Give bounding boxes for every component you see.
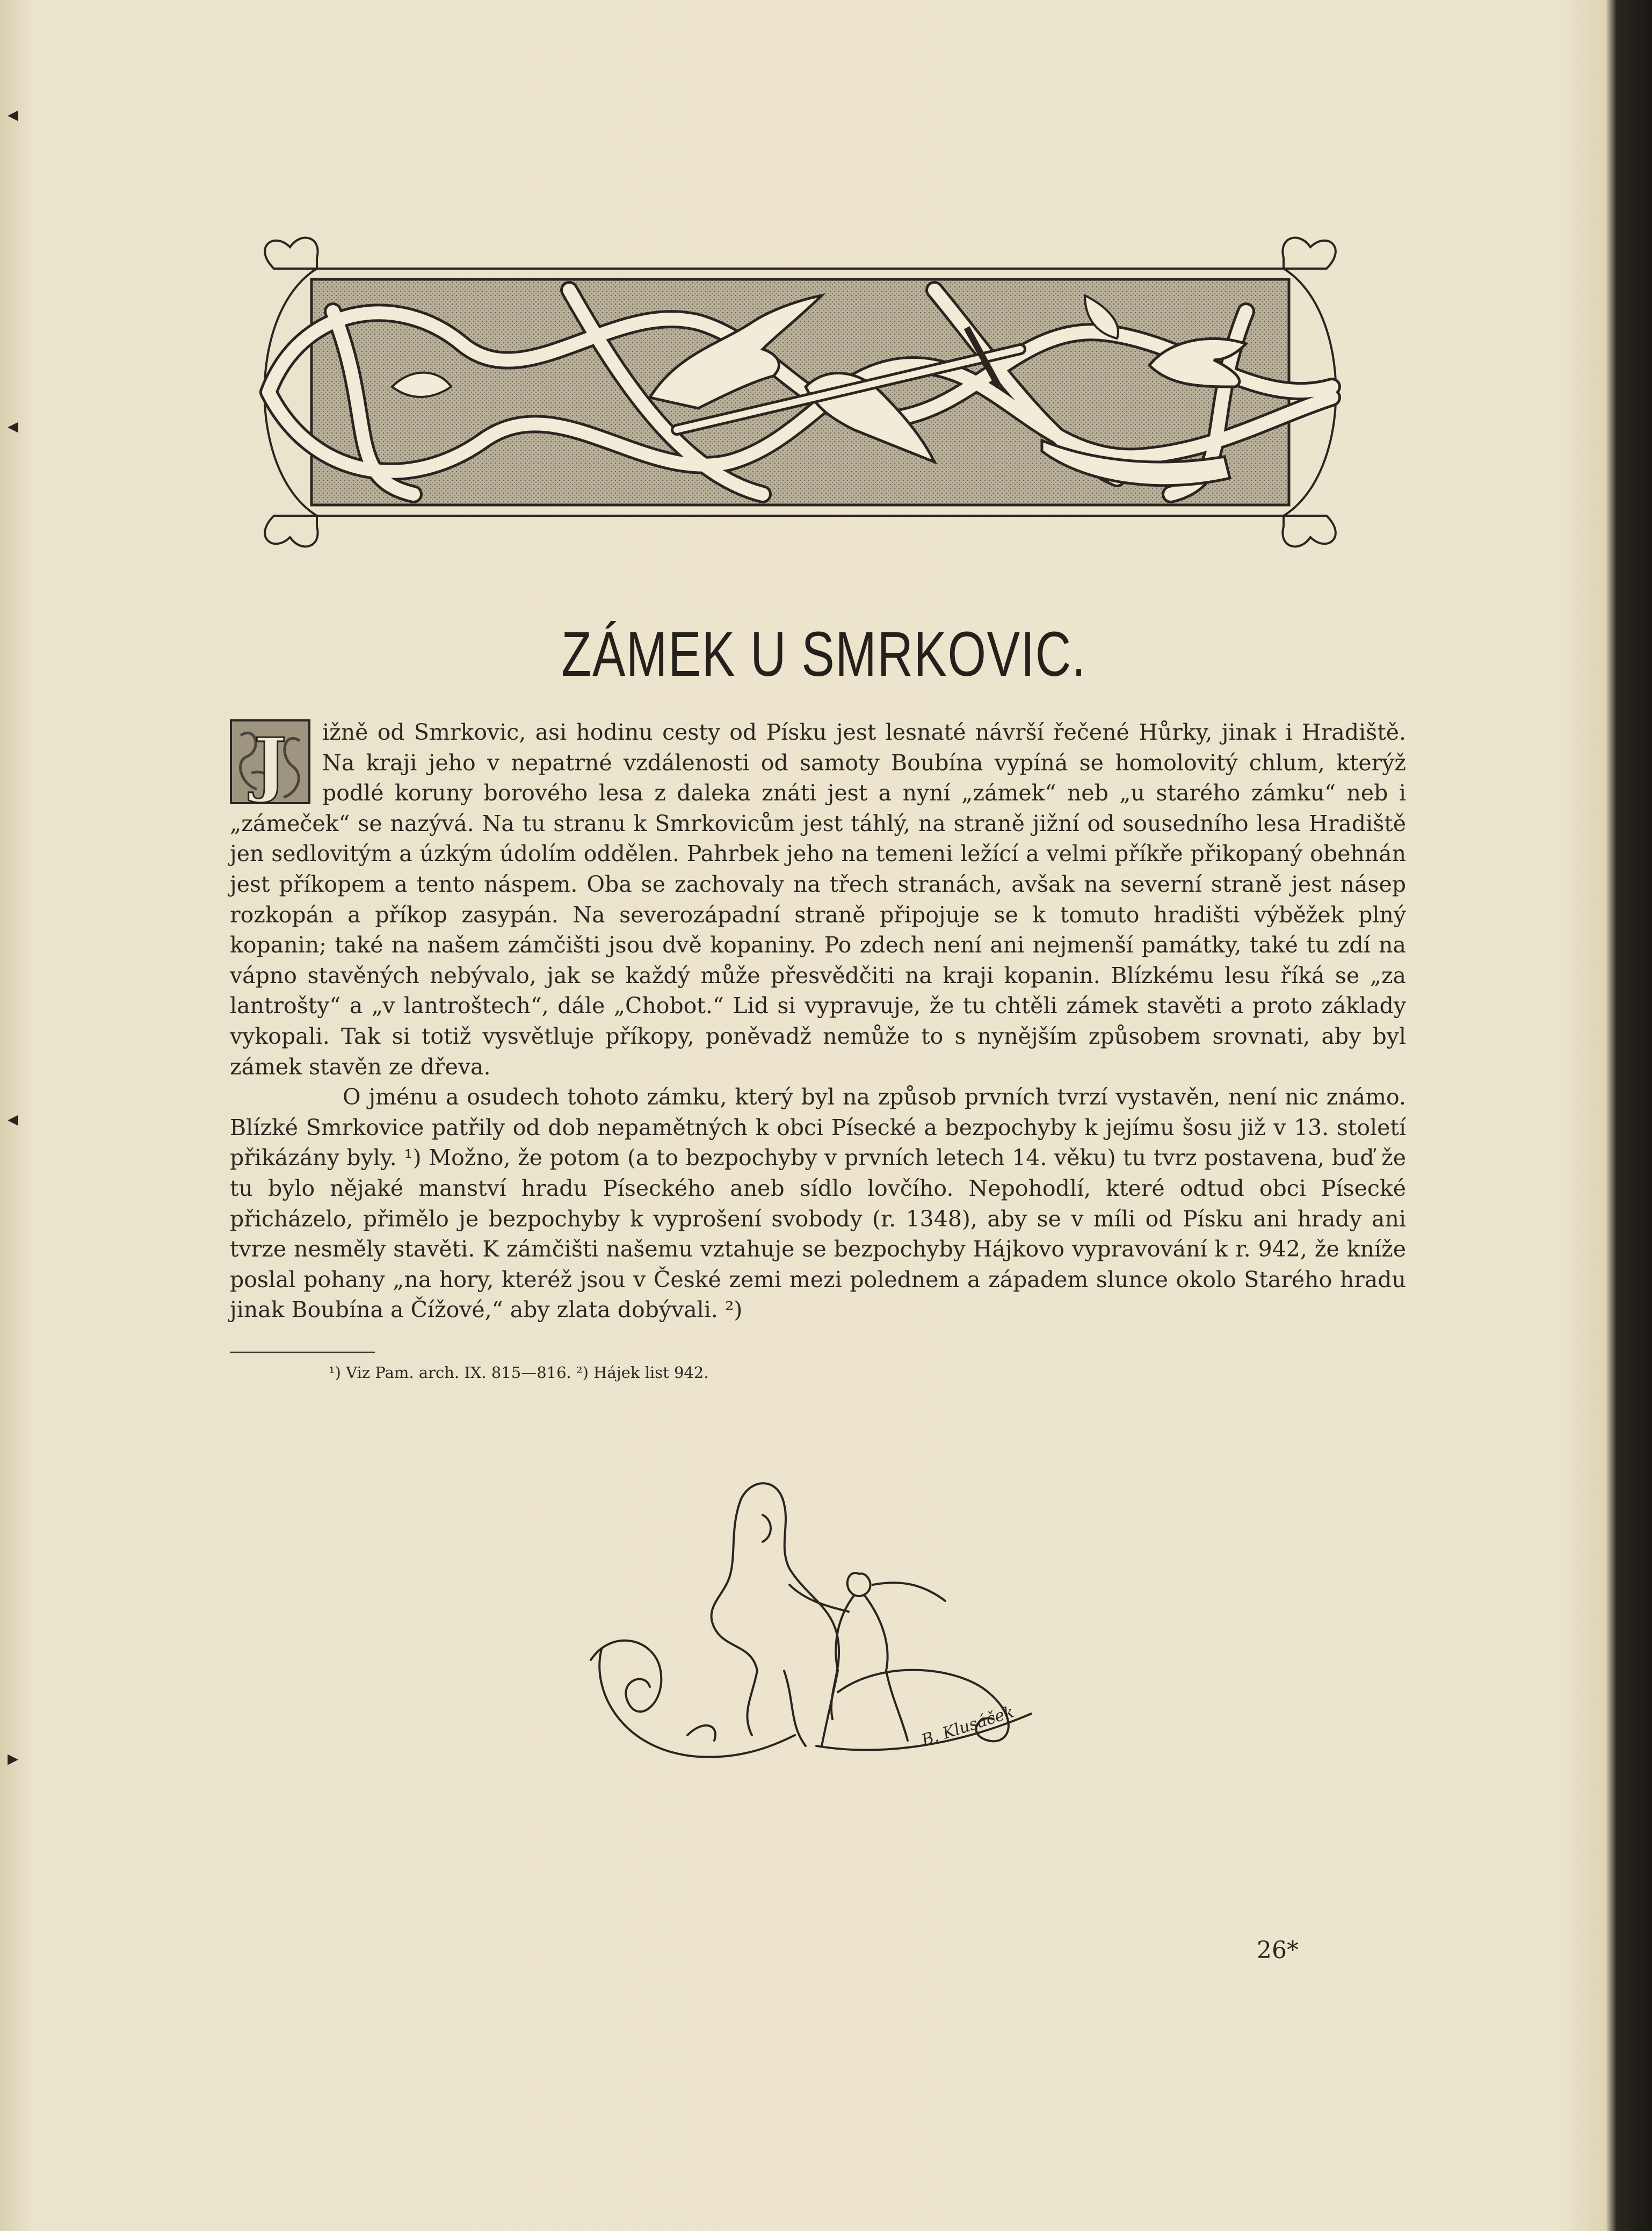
ornamental-headpiece (236, 226, 1364, 559)
chapter-title: ZÁMEK U SMRKOVIC. (561, 619, 1086, 690)
footnote-rule (230, 1352, 375, 1353)
footnote: ¹) Viz Pam. arch. IX. 815—816. ²) Hájek list 942. (329, 1363, 709, 1382)
page-number: 26* (1257, 1937, 1299, 1964)
initial-letter: J (253, 723, 287, 804)
paragraph-2: O jménu a osudech tohoto zámku, který byl na způsob prvních tvrzí vystavěn, není nic známo. Blízké Smrkovice patřily od dob nepamětných k obci Písecké a bezpochyby k jejímu šosu již v 13. století přikázány byly. ¹) Možno, že potom (a to bezpochyby v prvních letech 14. věku) tu tvrz postavena, buď že tu bylo nějaké manství hradu Píseckého aneb sídlo lovčího. Nepohodlí, které odtud obci Písecké přicházelo, přimělo je bezpochyby k vyprošení svobody (r. 1348), aby se v míli od Písku ani hrady ani tvrze nesměly stavěti. K zámčišti našemu vztahuje se bezpochyby Hájkovo vypravování k r. 942, že kníže poslal pohany „na hory, kteréž jsou v České zemi mezi polednem a západem slunce okolo Starého hradu jinak Boubína a Čížové,“ aby zlata dobývali. ²) (230, 1084, 1406, 1323)
decorated-initial (230, 719, 310, 804)
edge-mark: ◂ (8, 414, 19, 438)
paragraph-1: ižně od Smrkovic, asi hodinu cesty od Písku jest lesnaté návrší řečené Hůrky, jinak i Hradiště. Na kraji jeho v nepatrné vzdálenosti od samoty Boubína vypíná se homolovitý chlum, kterýž podlé koruny borového lesa z daleka znáti jest a nyní „zámek“ neb „u starého zámku“ neb i „zámeček“ se nazývá. Na tu stranu k Smrkovicům jest táhlý, na straně jižní od sousedního lesa Hradiště jen sedlovitým a úzkým údolím oddělen. Pahrbek jeho na temeni ležící a velmi příkře přikopaný obehnán jest příkopem a tento náspem. Oba se zachovaly na třech stranách, avšak na severní straně jest násep rozkopán a příkop zasypán. Na severozápadní straně připojuje se k tomuto hradišti výběžek plný kopanin; také na našem zámčišti jsou dvě kopaniny. Po zdech není ani nejmenší památky, také tu zdí na vápno stavěných nebývalo, jak se každý může přesvědčiti na kraji kopanin. Blízkému lesu říká se „za lantrošty“ a „v lantroštech“, dále „Chobot.“ Lid si vypravuje, že tu chtěli zámek stavěti a proto základy vykopali. Tak si totiž vysvětluje příkopy, poněvadž nemůže to s nynějším způsobem srovnati, aby byl zámek stavěn ze dřeva. (230, 719, 1406, 1080)
edge-mark: ▸ (8, 1746, 19, 1771)
edge-mark: ◂ (8, 1107, 19, 1131)
edge-mark: ◂ (8, 102, 19, 127)
closing-vignette (580, 1467, 1053, 1789)
article-body (230, 717, 1406, 1325)
artist-signature: B. Klusáček (919, 1702, 1017, 1750)
